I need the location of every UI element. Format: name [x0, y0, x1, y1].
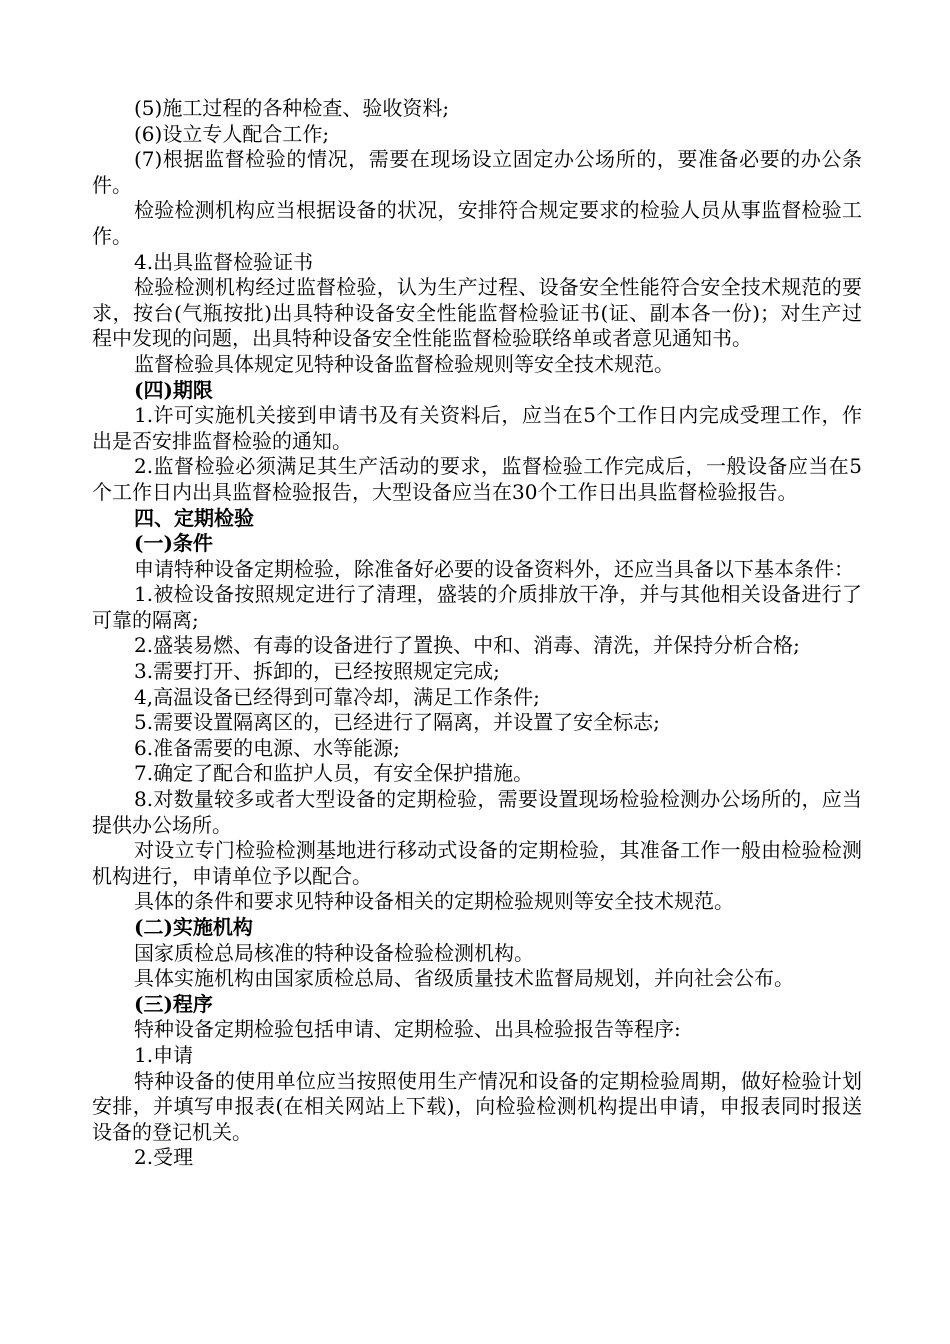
- body-paragraph: 1.申请: [134, 1042, 194, 1067]
- body-paragraph: (6)设立专人配合工作;: [134, 121, 330, 146]
- body-paragraph: 4.出具监督检验证书: [134, 249, 314, 274]
- body-paragraph: 2.受理: [134, 1145, 194, 1170]
- body-paragraph: 1.被检设备按照规定进行了清理，盛装的介质排放干净，并与其他相关设备进行了可靠的隔离;: [92, 582, 862, 632]
- body-paragraph: 申请特种设备定期检验，除准备好必要的设备资料外，还应当具备以下基本条件：: [134, 556, 854, 581]
- body-paragraph: 特种设备的使用单位应当按照使用生产情况和设备的定期检验周期，做好检验计划安排，并填写申报表(在相关网站上下载)，向检验检测机构提出申请，申报表同时报送设备的登记机关。: [92, 1068, 862, 1144]
- section-heading: (四)期限: [134, 377, 213, 402]
- body-paragraph: 3.需要打开、拆卸的，已经按照规定完成;: [134, 659, 500, 684]
- body-paragraph: 2.盛装易燃、有毒的设备进行了置换、中和、消毒、清洗，并保持分析合格;: [134, 633, 800, 658]
- document-body: [92, 96, 862, 1171]
- section-heading: (三)程序: [134, 991, 213, 1016]
- body-paragraph: 8.对数量较多或者大型设备的定期检验，需要设置现场检验检测办公场所的，应当提供办公场所。: [92, 787, 862, 837]
- body-paragraph: 监督检验具体规定见特种设备监督检验规则等安全技术规范。: [134, 351, 674, 376]
- body-paragraph: 特种设备定期检验包括申请、定期检验、出具检验报告等程序:: [134, 1017, 681, 1042]
- body-paragraph: 4,高温设备已经得到可靠冷却，满足工作条件;: [134, 684, 540, 709]
- body-paragraph: 2.监督检验必须满足其生产活动的要求，监督检验工作完成后，一般设备应当在5个工作日内出具监督检验报告，大型设备应当在30个工作日出具监督检验报告。: [92, 454, 862, 504]
- body-paragraph: 国家质检总局核准的特种设备检验检测机构。: [134, 940, 534, 965]
- section-heading: 四、定期检验: [134, 505, 254, 530]
- body-paragraph: 5.需要设置隔离区的，已经进行了隔离，并设置了安全标志;: [134, 710, 660, 735]
- body-paragraph: 6.准备需要的电源、水等能源;: [134, 735, 400, 760]
- body-paragraph: 检验检测机构经过监督检验，认为生产过程、设备安全性能符合安全技术规范的要求，按台(气瓶按批)出具特种设备安全性能监督检验证书(证、副本各一份)；对生产过程中发现的问题，出具特种设备安全性能监督检验联络单或者意见通知书。: [92, 275, 862, 351]
- body-paragraph: 检验检测机构应当根据设备的状况，安排符合规定要求的检验人员从事监督检验工作。: [92, 198, 862, 248]
- section-heading: (二)实施机构: [134, 915, 253, 939]
- body-paragraph: (5)施工过程的各种检查、验收资料;: [134, 96, 450, 120]
- body-paragraph: 具体的条件和要求见特种设备相关的定期检验规则等安全技术规范。: [134, 889, 734, 914]
- body-paragraph: 1.许可实施机关接到申请书及有关资料后，应当在5个工作日内完成受理工作，作出是否安排监督检验的通知。: [92, 403, 862, 453]
- section-heading: (一)条件: [134, 531, 213, 556]
- body-paragraph: 具体实施机构由国家质检总局、省级质量技术监督局规划，并向社会公布。: [134, 966, 794, 991]
- body-paragraph: (7)根据监督检验的情况，需要在现场设立固定办公场所的，要准备必要的办公条件。: [92, 147, 862, 197]
- body-paragraph: 对设立专门检验检测基地进行移动式设备的定期检验，其准备工作一般由检验检测机构进行，申请单位予以配合。: [92, 838, 862, 888]
- body-paragraph: 7.确定了配合和监护人员，有安全保护措施。: [134, 761, 534, 786]
